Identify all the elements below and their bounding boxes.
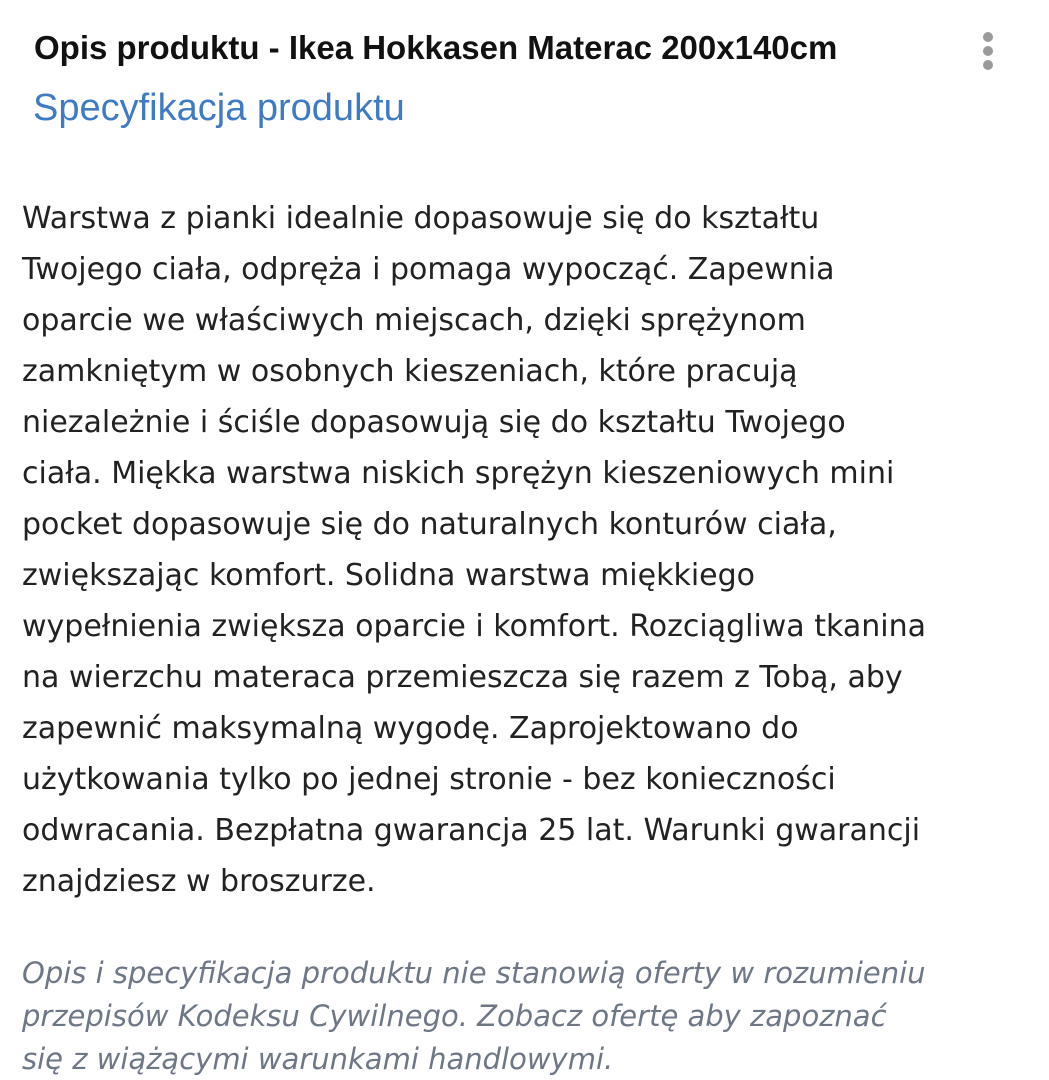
kebab-menu-icon[interactable]: [978, 30, 998, 70]
kebab-dot: [983, 60, 993, 70]
header-bar: [34, 26, 1034, 72]
disclaimer-line: się z wiążącymi warunkami handlowymi.: [22, 1042, 614, 1076]
page-title: Opis produktu - Ikea Hokkasen Materac 200x140cm: [34, 29, 838, 66]
description-line: pocket dopasowuje się do naturalnych konturów ciała,: [22, 507, 837, 542]
description-line: zamkniętym w osobnych kieszeniach, które pracują: [22, 354, 798, 389]
kebab-dot: [983, 32, 993, 42]
description-line: Warstwa z pianki idealnie dopasowuje się do kształtu: [22, 201, 820, 236]
description-line: zapewnić maksymalną wygodę. Zaprojektowano do: [22, 711, 799, 746]
tab-product-specification[interactable]: Specyfikacja produktu: [33, 87, 405, 129]
disclaimer-line: Opis i specyfikacja produktu nie stanowią oferty w rozumieniu: [22, 956, 926, 990]
description-line: na wierzchu materaca przemieszcza się razem z Tobą, aby: [22, 660, 903, 695]
description-line: zwiększając komfort. Solidna warstwa miękkiego: [22, 558, 756, 593]
product-description: [22, 193, 1032, 907]
description-line: użytkowania tylko po jednej stronie - bez konieczności: [22, 762, 836, 797]
description-line: odwracania. Bezpłatna gwarancja 25 lat. Warunki gwarancji: [22, 813, 921, 848]
kebab-dot: [983, 46, 993, 56]
description-line: oparcie we właściwych miejscach, dzięki sprężynom: [22, 303, 806, 338]
description-line: znajdziesz w broszurze.: [22, 864, 376, 899]
description-line: niezależnie i ściśle dopasowują się do kształtu Twojego: [22, 405, 846, 440]
legal-disclaimer: [22, 952, 1042, 1080]
description-line: ciała. Miękka warstwa niskich sprężyn kieszeniowych mini: [22, 456, 895, 491]
description-line: Twojego ciała, odpręża i pomaga wypocząć. Zapewnia: [22, 252, 835, 287]
disclaimer-line: przepisów Kodeksu Cywilnego. Zobacz ofertę aby zapoznać: [22, 999, 887, 1033]
description-line: wypełnienia zwiększa oparcie i komfort. Rozciągliwa tkanina: [22, 609, 926, 644]
